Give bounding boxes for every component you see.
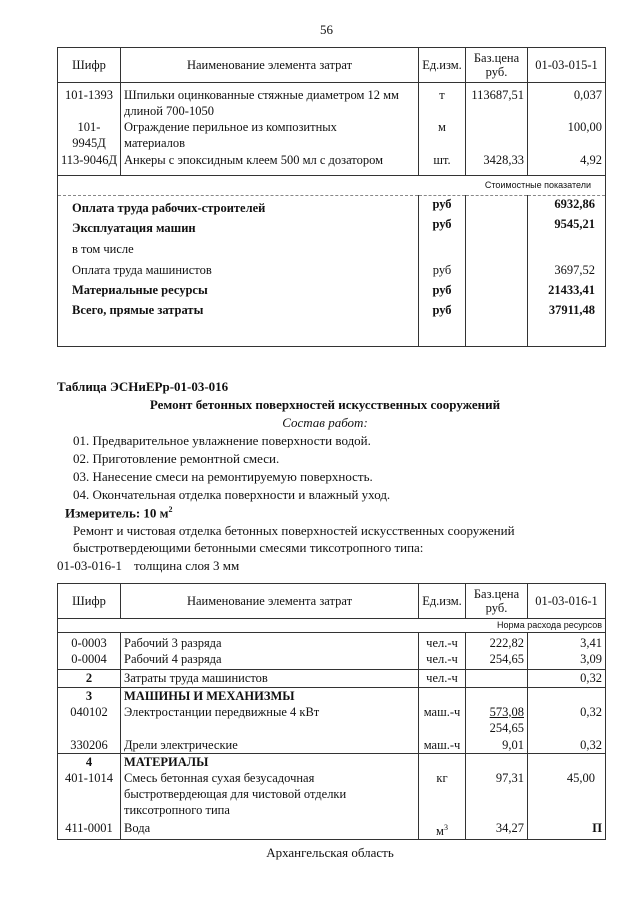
- norm-row: [58, 619, 606, 633]
- empty-cell: [466, 257, 528, 278]
- cost-row: [58, 298, 606, 346]
- empty-cell: [419, 754, 466, 771]
- col-unit: Ед.изм.: [419, 48, 466, 83]
- row-name: [121, 119, 419, 152]
- unit-text: м: [436, 824, 444, 839]
- col-norm: 01-03-016-1: [528, 584, 606, 619]
- row-name: Рабочий 4 разряда: [121, 651, 419, 669]
- cost-value: 37911,48: [528, 298, 606, 346]
- section-label: Стоимостные показатели: [58, 175, 606, 195]
- cost-row: [58, 216, 606, 236]
- group-code: 2: [58, 669, 121, 687]
- resources-table-015: [57, 47, 606, 347]
- row-name: Электростанции передвижные 4 кВт: [121, 704, 419, 737]
- cost-value: 9545,21: [528, 216, 606, 236]
- cost-value: 3697,52: [528, 257, 606, 278]
- row-unit: чел.-ч: [419, 651, 466, 669]
- cost-row: [58, 257, 606, 278]
- name-line: Смесь бетонная сухая безусадочная: [124, 771, 315, 785]
- row-name: Вода: [121, 820, 419, 840]
- row-value: 45,00: [528, 770, 606, 820]
- row-price: [466, 704, 528, 737]
- row-value: 100,00: [528, 119, 606, 152]
- table-row: [58, 770, 606, 820]
- cost-unit: руб: [419, 257, 466, 278]
- row-unit: маш.-ч: [419, 737, 466, 754]
- table-row: [58, 119, 606, 152]
- work-item: 01. Предварительное увлажнение поверхности водой.: [73, 433, 371, 448]
- cost-name: в том числе: [72, 242, 134, 256]
- col-price: Баз.цена руб.: [466, 48, 528, 83]
- row-price: [466, 119, 528, 152]
- row-code: 101-9945Д: [72, 120, 106, 150]
- row-unit: чел.-ч: [419, 669, 466, 687]
- row-value: 4,92: [528, 152, 606, 175]
- meter-text: Измеритель: 10 м: [65, 505, 169, 521]
- row-name: Дрели электрические: [121, 737, 419, 754]
- cost-unit: руб: [419, 216, 466, 236]
- table-row: [58, 704, 606, 737]
- cost-row: [58, 278, 606, 298]
- works-heading: Состав работ:: [282, 415, 368, 430]
- col-price: Баз.цена руб.: [466, 584, 528, 619]
- unit-sup: 3: [443, 823, 448, 832]
- row-unit: кг: [419, 770, 466, 820]
- table-row: [58, 820, 606, 840]
- cost-unit: руб: [419, 195, 466, 216]
- cost-value: 6932,86: [528, 195, 606, 216]
- empty-cell: [466, 236, 528, 257]
- cost-unit: [419, 236, 466, 257]
- row-value: 0,32: [528, 704, 606, 737]
- group-code: 4: [58, 754, 121, 771]
- row-price: 34,27: [466, 820, 528, 840]
- meter-label: [65, 505, 173, 521]
- row-price: 3428,33: [466, 152, 528, 175]
- col-code: Шифр: [58, 584, 121, 619]
- empty-cell: [466, 216, 528, 236]
- group-row: [58, 687, 606, 704]
- row-value: 0,32: [528, 737, 606, 754]
- cost-name: Материальные ресурсы: [72, 283, 208, 297]
- description-line: быстротвердеющими бетонными смесями тиксотропного типа:: [73, 540, 424, 555]
- name-line: тиксотропного типа: [124, 803, 230, 817]
- group-row: [58, 754, 606, 771]
- price-denominator: 254,65: [489, 720, 524, 735]
- norm-label: Норма расхода ресурсов: [58, 619, 606, 633]
- empty-cell: [466, 754, 528, 771]
- col-code: Шифр: [58, 48, 121, 83]
- table-header: [58, 48, 606, 83]
- empty-cell: [528, 687, 606, 704]
- row-unit: т: [419, 83, 466, 120]
- group-code: 3: [58, 687, 121, 704]
- empty-cell: [528, 754, 606, 771]
- cost-name: Оплата труда машинистов: [72, 263, 212, 277]
- table-row: [58, 83, 606, 120]
- row-price: 222,82: [466, 633, 528, 652]
- empty-cell: [466, 278, 528, 298]
- row-value: 0,32: [528, 669, 606, 687]
- table-header: [58, 584, 606, 619]
- table-row: [58, 152, 606, 175]
- section-title: Ремонт бетонных поверхностей искусственных сооружений: [149, 397, 501, 412]
- row-price: 113687,51: [466, 83, 528, 120]
- empty-cell: [466, 669, 528, 687]
- group-name: МАШИНЫ И МЕХАНИЗМЫ: [121, 687, 419, 704]
- work-item: 04. Окончательная отделка поверхности и влажный уход.: [73, 487, 391, 502]
- row-name: Затраты труда машинистов: [121, 669, 419, 687]
- row-value: 3,41: [528, 633, 606, 652]
- cost-value: 21433,41: [528, 278, 606, 298]
- row-unit: м: [419, 119, 466, 152]
- cost-value: [528, 236, 606, 257]
- row-code: 113-9046Д: [61, 153, 117, 167]
- price-numerator: 573,08: [489, 704, 524, 719]
- row-price: 254,65: [466, 651, 528, 669]
- cost-row: [58, 236, 606, 257]
- col-norm: 01-03-015-1: [528, 48, 606, 83]
- row-code: 411-0001: [65, 821, 113, 835]
- table-row: [58, 737, 606, 754]
- row-name: [121, 770, 419, 820]
- description-line: Ремонт и чистовая отделка бетонных поверхностей искусственных сооружений: [73, 523, 515, 538]
- variant-code: 01-03-016-1: [57, 558, 122, 573]
- name-line: длиной 700-1050: [124, 104, 214, 118]
- page-number: 56: [320, 22, 333, 37]
- empty-cell: [466, 687, 528, 704]
- row-price: 9,01: [466, 737, 528, 754]
- row-code: 0-0004: [71, 652, 107, 666]
- work-item: 03. Нанесение смеси на ремонтируемую поверхность.: [73, 469, 373, 484]
- row-value: П: [528, 820, 606, 840]
- section-row: [58, 175, 606, 195]
- row-name: [121, 83, 419, 120]
- row-code: 0-0003: [71, 636, 107, 650]
- col-name: Наименование элемента затрат: [121, 48, 419, 83]
- variant: [57, 558, 239, 574]
- name-line: быстротвердеющая для чистовой отделки: [124, 787, 347, 801]
- row-name: Анкеры с эпоксидным клеем 500 мл с дозатором: [121, 152, 419, 175]
- cost-unit: руб: [419, 278, 466, 298]
- row-unit: маш.-ч: [419, 704, 466, 737]
- empty-cell: [466, 298, 528, 346]
- work-item: 02. Приготовление ремонтной смеси.: [73, 451, 280, 466]
- empty-cell: [466, 195, 528, 216]
- resources-table-016: [57, 583, 606, 840]
- cost-row: [58, 195, 606, 216]
- table-id: Таблица ЭСНиЕРр-01-03-016: [57, 379, 229, 394]
- empty-cell: [419, 687, 466, 704]
- row-unit: чел.-ч: [419, 633, 466, 652]
- row-unit: [419, 820, 466, 840]
- name-line: Шпильки оцинкованные стяжные диаметром 12 мм: [124, 88, 399, 102]
- table-row: [58, 633, 606, 652]
- cost-name: Оплата труда рабочих-строителей: [72, 201, 266, 215]
- row-unit: шт.: [419, 152, 466, 175]
- name-line: материалов: [124, 136, 186, 150]
- row-code: 040102: [70, 704, 108, 719]
- cost-name: Эксплуатация машин: [72, 221, 196, 235]
- meter-sup: 2: [168, 505, 173, 514]
- col-unit: Ед.изм.: [419, 584, 466, 619]
- cost-unit: руб: [419, 298, 466, 346]
- group-row: [58, 669, 606, 687]
- row-price: 97,31: [466, 770, 528, 820]
- row-code: 401-1014: [65, 771, 113, 785]
- row-value: 0,037: [528, 83, 606, 120]
- table-row: [58, 651, 606, 669]
- footer-region: Архангельская область: [266, 845, 394, 860]
- row-name: Рабочий 3 разряда: [121, 633, 419, 652]
- cost-name: Всего, прямые затраты: [72, 303, 204, 317]
- group-name: МАТЕРИАЛЫ: [121, 754, 419, 771]
- col-name: Наименование элемента затрат: [121, 584, 419, 619]
- name-line: Ограждение перильное из композитных: [124, 120, 337, 134]
- row-code: 330206: [70, 737, 108, 752]
- row-code: 101-1393: [65, 88, 113, 102]
- row-value: 3,09: [528, 651, 606, 669]
- variant-desc: толщина слоя 3 мм: [134, 558, 240, 573]
